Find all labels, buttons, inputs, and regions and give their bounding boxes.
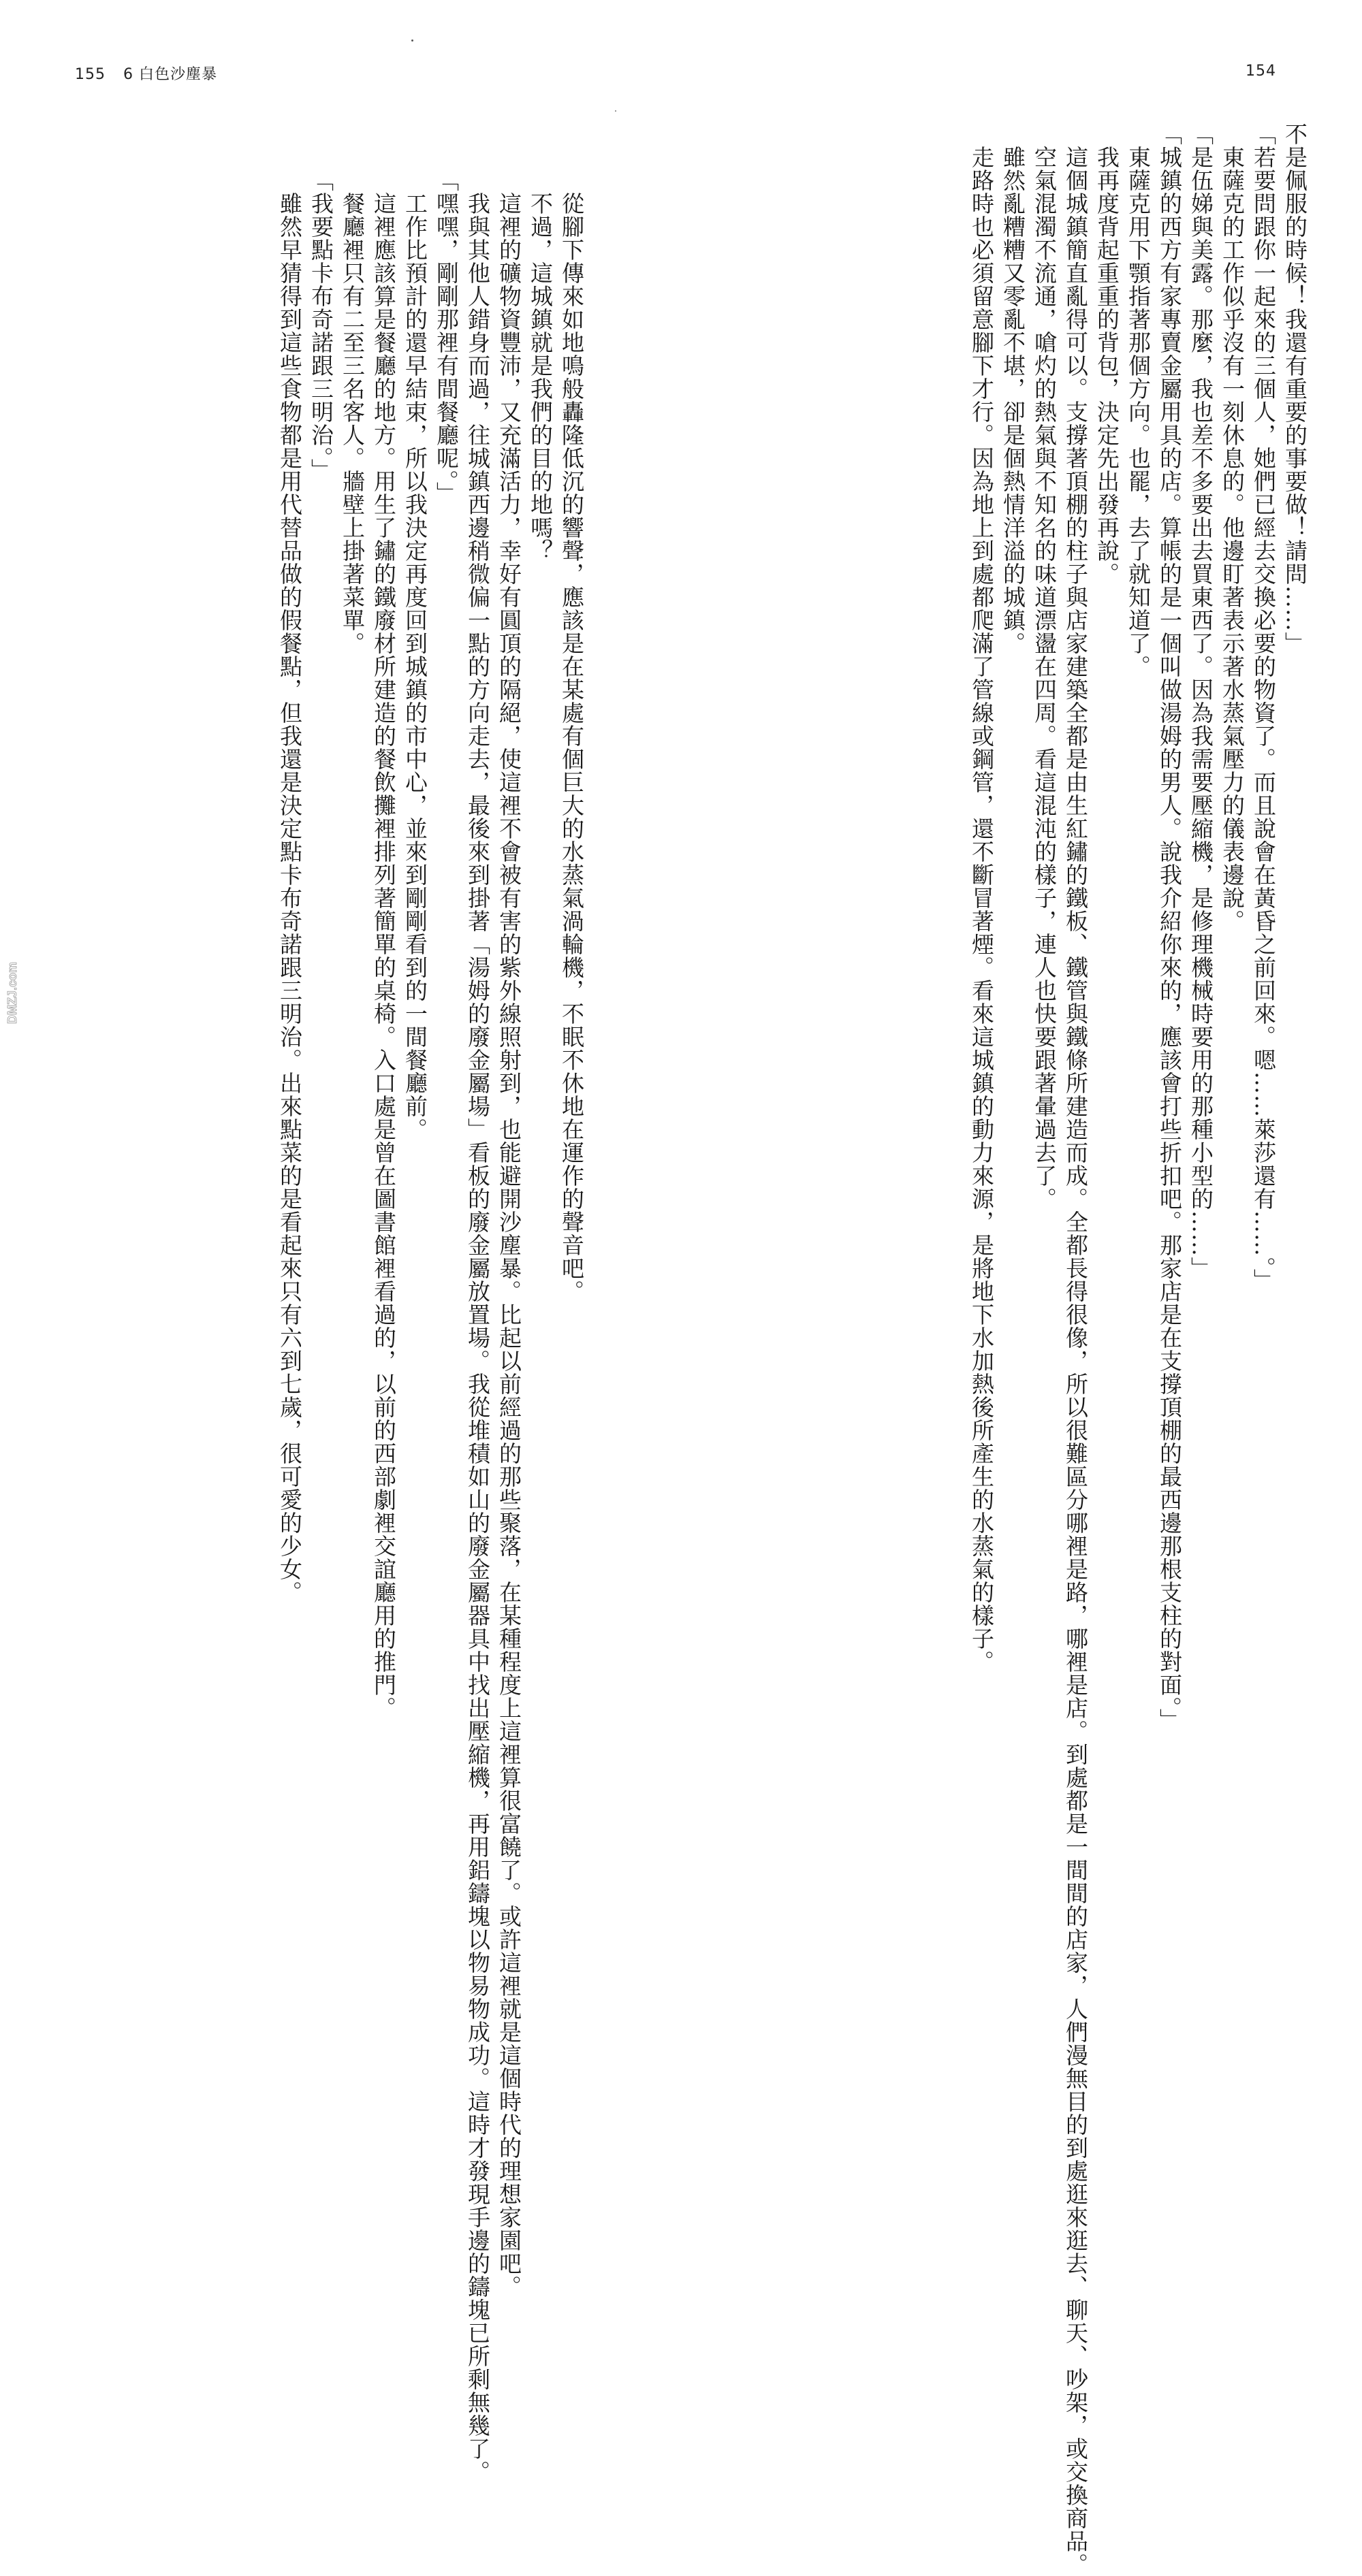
right-page-number: 154 xyxy=(1246,63,1276,80)
paragraph: 雖然亂糟糟又零亂不堪，卻是個熱情洋溢的城鎮。 xyxy=(1000,123,1026,655)
paragraph: 走路時也必須留意腳下才行。因為地上到處都爬滿了管線或鋼管，還不斷冒著煙。看來這城鎮的動力來源，是將地下水加熱後所產生的水蒸氣的樣子。 xyxy=(968,123,995,1673)
paragraph: 工作比預計的還早結束，所以我決定再度回到城鎮的市中心，並來到剛剛看到的一間餐廳前。 xyxy=(402,169,428,1141)
right-running-header xyxy=(1246,63,1276,80)
paragraph: 雖然早猜得到這些食物都是用代替品做的假餐點，但我還是決定點卡布奇諾跟三明治。出來點菜的是看起來只有六到七歲，很可愛的少女。 xyxy=(276,169,303,1604)
paragraph: 餐廳裡只有二至三名客人。牆壁上掛著菜單。 xyxy=(339,169,366,655)
paragraph: 這裡應該算是餐廳的地方。用生了鏽的鐵廢材所建造的餐飲攤裡排列著簡單的桌椅。入口處是曾在圖書館裡看過的，以前的西部劇裡交誼廳用的推門。 xyxy=(370,169,397,1720)
paragraph: 東薩克的工作似乎沒有一刻休息的。他邊盯著表示著水蒸氣壓力的儀表邊說。 xyxy=(1219,123,1246,933)
paragraph: 從腳下傳來如地鳴般轟隆低沉的響聲，應該是在某處有個巨大的水蒸氣渦輪機，不眠不休地在運作的聲音吧。 xyxy=(558,169,585,1303)
paragraph: 這個城鎮簡直亂得可以。支撐著頂棚的柱子與店家建築全都是由生紅鏽的鐵板、鐵管與鐵條所建造而成。全都長得很像，所以很難區分哪裡是路，哪裡是店。到處都是一間間的店家，人們漫無目的到處逛來逛去、聊天、吵架，或交換商品。 xyxy=(1062,123,1089,2576)
site-watermark xyxy=(3,918,23,1027)
left-running-header xyxy=(75,63,217,84)
paragraph: 空氣混濁不流通，嗆灼的熱氣與不知名的味道漂盪在四周。看這混沌的樣子，連人也快要跟著暈過去了。 xyxy=(1031,123,1058,1210)
paragraph: 我與其他人錯身而過，往城鎮西邊稍微偏一點的方向走去，最後來到掛著「湯姆的廢金屬場」看板的廢金屬放置場。我從堆積如山的廢金屬器具中找出壓縮機，再用鋁鑄塊以物易物成功。這時才發現手邊的鑄塊已所剩無幾了。 xyxy=(464,169,491,2483)
paragraph: 「是伍娣與美露。那麼，我也差不多要出去買東西了。因為我需要壓縮機，是修理機械時要用的那種小型的……」 xyxy=(1188,123,1214,1280)
paragraph: 不是佩服的時候！我還有重要的事要做！請問……」 xyxy=(1282,123,1308,655)
paragraph: 「我要點卡布奇諾跟三明治。」 xyxy=(308,169,334,482)
right-page-body-text xyxy=(772,123,1310,2576)
paragraph: 「嘿嘿，剛剛那裡有間餐廳呢。」 xyxy=(433,169,460,505)
paragraph: 「城鎮的西方有家專賣金屬用具的店。算帳的是一個叫做湯姆的男人。說我介紹你來的，應該會打些折扣吧。那家店是在支撐頂棚的最西邊那根支柱的對面。」 xyxy=(1156,123,1183,1732)
paragraph: 我再度背起重重的背包，決定先出發再說。 xyxy=(1094,123,1120,585)
paragraph: 東薩克用下顎指著那個方向。也罷，去了就知道了。 xyxy=(1125,123,1152,678)
paragraph: 不過，這城鎮就是我們的目的地嗎？ xyxy=(527,169,554,562)
left-page xyxy=(0,0,681,2483)
watermark-text: DMZJ.com xyxy=(5,961,19,1024)
left-page-number: 155 xyxy=(75,66,106,83)
paragraph: 「若要問跟你一起來的三個人，她們已經去交換必要的物資了。而且說會在黃昏之前回來。嗯……萊莎還有……。」 xyxy=(1250,123,1277,1292)
right-page xyxy=(681,0,1362,2576)
paragraph: 這裡的礦物資豐沛，又充滿活力，幸好有圓頂的隔絕，使這裡不會被有害的紫外線照射到，也能避開沙塵暴。比起以前經過的那些聚落，在某種程度上這裡算很富饒了。或許這裡就是這個時代的理想家園吧。 xyxy=(496,169,522,2298)
left-page-body-text xyxy=(56,169,587,2483)
chapter-title: 6 白色沙塵暴 xyxy=(123,66,217,83)
